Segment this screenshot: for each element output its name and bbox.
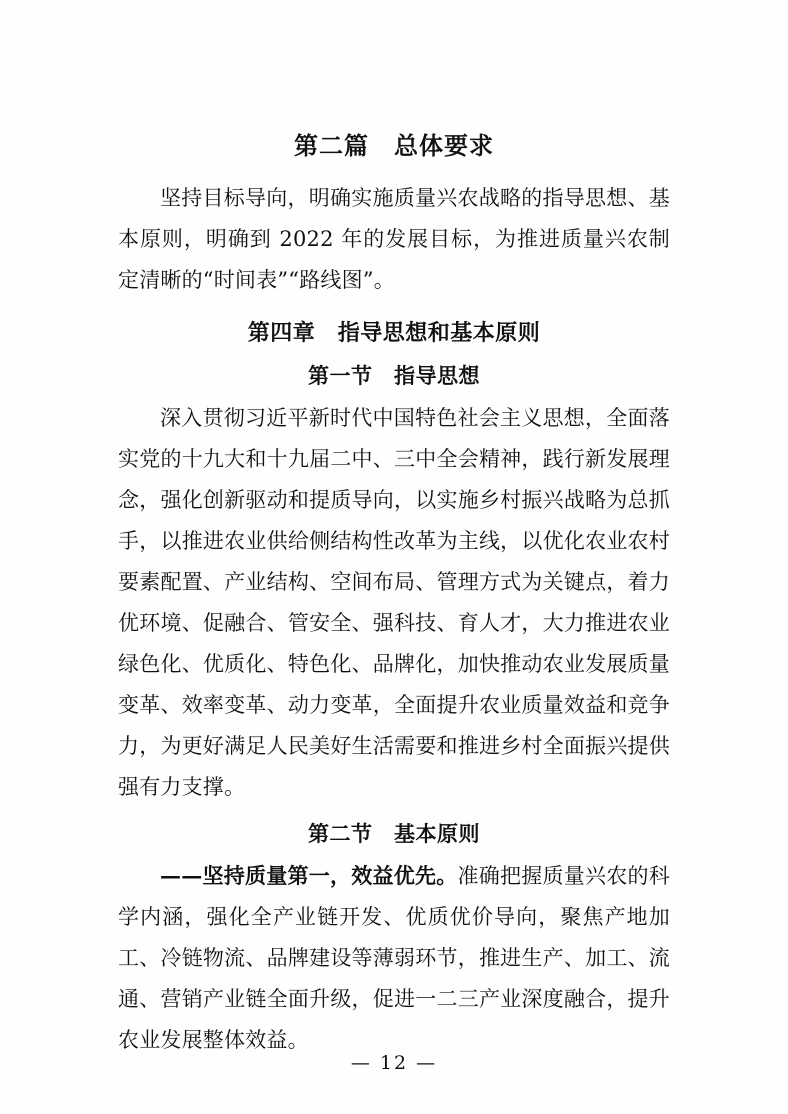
part-heading: 第二篇 总体要求 — [294, 131, 494, 160]
principle-one-text: 准确把握质量兴农的科学内涵，强化全产业链开发、优质优价导向，聚焦产地加工、冷链物流、品牌建设等薄弱环节，推进生产、加工、流通、营销产业链全面升级，促进一二三产业深度融合，提升农业发展整体效益。 — [118, 864, 671, 1052]
section-one-heading: 第一节 指导思想 — [308, 363, 480, 388]
chapter-heading: 第四章 指导思想和基本原则 — [247, 320, 541, 346]
intro-paragraph: 坚持目标导向，明确实施质量兴农战略的指导思想、基本原则，明确到 2022 年的发展目标，为推进质量兴农制定清晰的“时间表”“路线图”。 — [118, 186, 670, 292]
page-number: — 12 — — [350, 1052, 438, 1074]
section-two-heading: 第二节 基本原则 — [308, 820, 480, 846]
principle-one-paragraph — [118, 855, 670, 1061]
principle-one-lead: ——坚持质量第一，效益优先。 — [160, 863, 458, 888]
page-content — [118, 128, 670, 1063]
section-one-paragraph: 深入贯彻习近平新时代中国特色社会主义思想，全面落实党的十九大和十九届二中、三中全会精神，践行新发展理念，强化创新驱动和提质导向，以实施乡村振兴战略为总抓手，以推进农业供给侧结构性改革为主线，以优化农业农村要素配置、产业结构、空间布局、管理方式为关键点，着力优环境、促融合、管安全、强科技、育人才，大力推进农业绿色化、优质化、特色化、品牌化，加快推动农业发展质量变革、效率变革、动力变革，全面提升农业质量效益和竞争力，为更好满足人民美好生活需要和推进乡村全面振兴提供强有力支撑。 — [118, 405, 670, 799]
